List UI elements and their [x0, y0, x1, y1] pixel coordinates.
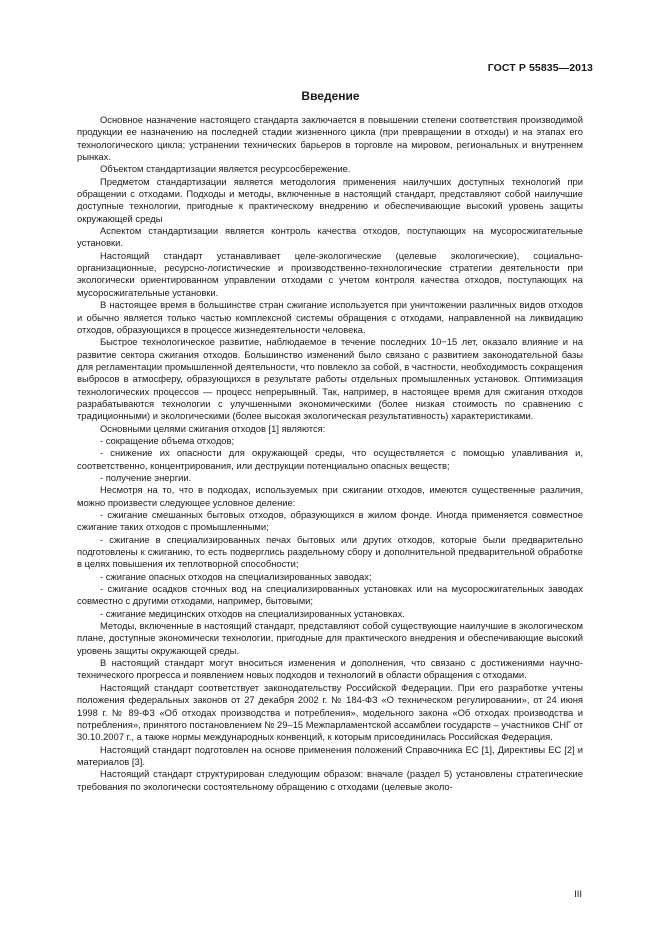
list-item: - сжигание смешанных бытовых отходов, образующихся в жилом фонде. Иногда применяется совместное сжигание таких отходов с промышленными; — [77, 509, 583, 533]
standard-code: ГОСТ Р 55835—2013 — [487, 62, 593, 74]
paragraph: Методы, включенные в настоящий стандарт, представляют собой существующие наилучшие в экологическом плане, доступные экономически технологии, пригодные для практического внедрения и обеспечивающие высокий уровень защиты окружающей среды. — [77, 620, 583, 656]
paragraph: Настоящий стандарт устанавливает целе-экологические (целевые экологические), социально-организационные, ресурсно-логистические и производственно-технологические стратегии деятельности при экологически ориентированном управлении отходами с учетом контроля качества отходов, поступающих на мусоросжигательные установки. — [77, 249, 583, 298]
paragraph: Основными целями сжигания отходов [1] являются: — [100, 422, 326, 434]
page-number: III — [574, 889, 582, 900]
paragraph: Предметом стандартизации является методология применения наилучших доступных технологий при обращении с отходами. Подходы и методы, включенные в настоящий стандарт, представляют собой наилучшие доступные технологии, пригодные к практическому внедрению и обеспечивающие высокий уровень защиты окружающей среды — [77, 175, 583, 224]
list-item: - сжигание опасных отходов на специализированных заводах; — [100, 570, 372, 582]
paragraph: В настоящий стандарт могут вноситься изменения и дополнения, что связано с достижениями научно-технического прогресса и появлением новых подходов и технологий в области обращения с отходами. — [77, 657, 583, 681]
paragraph: Несмотря на то, что в подходах, используемых при сжигании отходов, имеются существенные различия, можно произвести следующее условное деление: — [77, 484, 583, 508]
paragraph: Объектом стандартизации является ресурсосбережение. — [100, 163, 351, 175]
list-item: - получение энергии. — [100, 471, 192, 483]
list-item: - сжигание в специализированных печах бытовых или других отходов, которые были предварительно подготовлены к сжиганию, то есть подверглись раздельному сбору и дополнительной предварительной обработке в целях повышения их теплотворной способности; — [77, 533, 583, 570]
list-item: - сокращение объема отходов; — [100, 434, 235, 446]
paragraph: Аспектом стандартизации является контроль качества отходов, поступающих на мусоросжигательные установки. — [77, 225, 583, 249]
list-item: - сжигание осадков сточных вод на специализированных установках или на мусоросжигательных заводах совместно с другими отходами, например, бытовыми; — [77, 583, 583, 607]
paragraph: Настоящий стандарт структурирован следующим образом: вначале (раздел 5) установлены стратегические требования по экологически состоятельному обращению с отходами (целевые эколо- — [77, 768, 583, 792]
document-body — [77, 114, 583, 793]
section-title: Введение — [301, 89, 360, 103]
paragraph: Основное назначение настоящего стандарта заключается в повышении степени соответствия производимой продукции ее назначению на последней стадии жизненного цикла (при превращении в отходы) и на этапах его технологического цикла; устранении технических барьеров в торговле на мировом, региональных и внутреннем рынках. — [77, 114, 583, 163]
paragraph: Быстрое технологическое развитие, наблюдаемое в течение последних 10−15 лет, оказало влияние и на развитие сектора сжигания отходов. Большинство изменений было связано с развитием законодательной базы для регламентации промышленной деятельности, что повлекло за собой, в частности, необходимость сокращения выбросов в атмосферу, образующихся в результате работы отдельных промышленных установок. Оптимизация технологических процессов — процесс непрерывный. Так, например, в настоящее время для сжигания отходов разрабатываются технологии с улучшенными экономическими (более низкая стоимость по сравнению с традиционными) и экологическими (более высокая экологическая результативность) характеристиками. — [77, 336, 583, 422]
list-item: - сжигание медицинских отходов на специализированных установках. — [100, 607, 405, 619]
paragraph: Настоящий стандарт подготовлен на основе применения положений Справочника ЕС [1], Директивы ЕС [2] и материалов [3]. — [77, 743, 583, 767]
paragraph: Настоящий стандарт соответствует законодательству Российской Федерации. При его разработке учтены положения федеральных законов от 27 декабря 2002 г. № 184-ФЗ «О техническом регулировании», от 24 июня 1998 г. № 89-ФЗ «Об отходах производства и потребления», модельного закона «Об отходах производства и потребления», принятого постановлением № 29–15 Межпарламентской ассамблеи государств – участников СНГ от 30.10.2007 г., а также нормы международных конвенций, к которым присоединилась Российская Федерация. — [77, 681, 583, 743]
paragraph: В настоящее время в большинстве стран сжигание используется при уничтожении различных видов отходов и обычно является только частью комплексной системы обращения с отходами, направленной на ликвидацию отходов, образующихся в процессе жизнедеятельности человека. — [77, 299, 583, 335]
list-item: - снижение их опасности для окружающей среды, что осуществляется с помощью улавливания и, соответственно, концентрирования, или деструкции потенциально опасных веществ; — [77, 447, 583, 471]
